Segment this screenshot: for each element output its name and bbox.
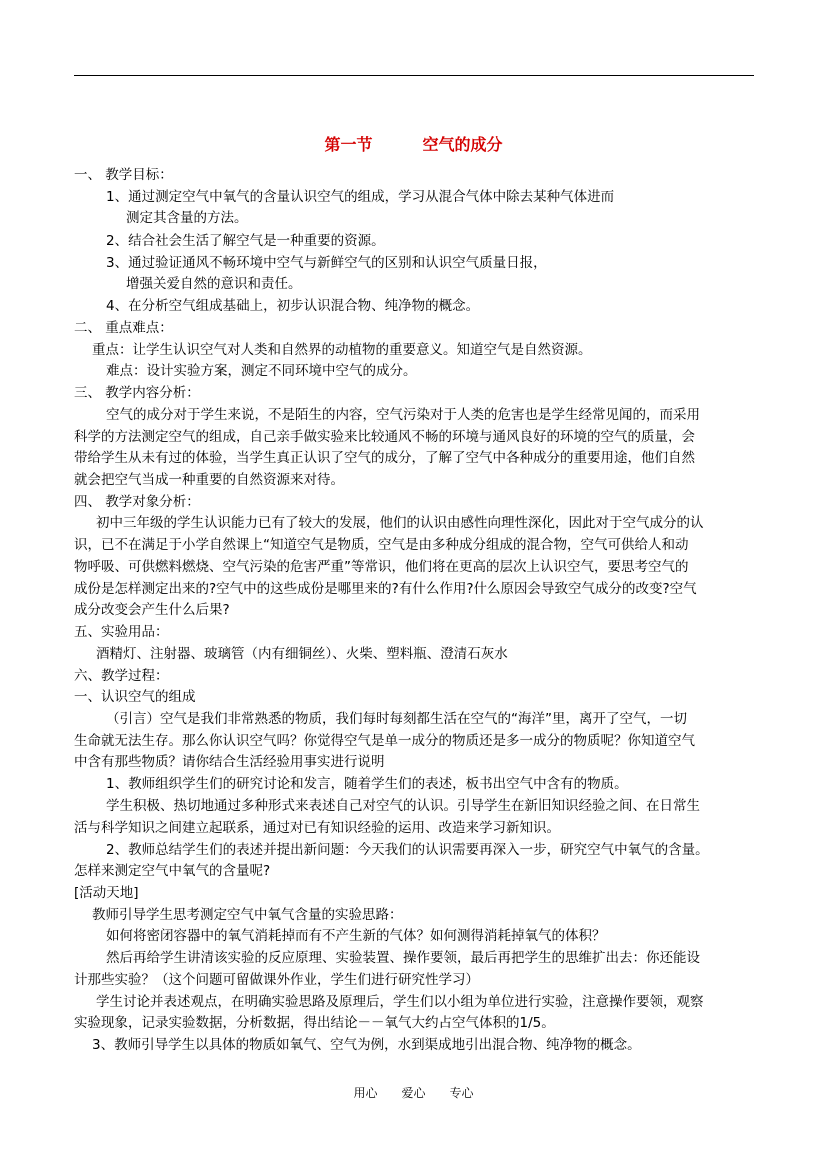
heading-content-analysis: 三、 教学内容分析： xyxy=(74,385,200,401)
objective-1: 1、通过测定空气中氧气的含量认识空气的组成，学习从混合气体中除去某种气体进而 xyxy=(106,189,615,205)
materials-list: 酒精灯、注射器、玻璃管（内有细铜丝）、火柴、塑料瓶、澄清石灰水 xyxy=(96,646,508,662)
title-section: 第一节 xyxy=(324,135,373,154)
step-2: 2、教师总结学生们的表述并提出新问题：今天我们的认识需要再深入一步，研究空气中氧气的含量。 xyxy=(106,842,709,858)
objective-3: 3、通过验证通风不畅环境中空气与新鲜空气的区别和认识空气质量日报， xyxy=(106,255,547,271)
heading-audience-analysis: 四、 教学对象分析： xyxy=(74,494,200,510)
step-2-cont: 怎样来测定空气中氧气的含量呢? xyxy=(74,863,271,879)
heading-materials: 五、实验用品： xyxy=(74,624,169,640)
audience-analysis-p4: 成份是怎样测定出来的?空气中的这些成份是哪里来的?有什么作用?什么原因会导致空气成分的改变?空气 xyxy=(74,581,697,597)
activity-heading: [活动天地] xyxy=(74,885,139,901)
objective-4: 4、在分析空气组成基础上，初步认识混合物、纯净物的概念。 xyxy=(106,298,480,314)
title-name: 空气的成分 xyxy=(422,135,503,154)
content-analysis-p3: 带给学生从未有过的体验，当学生真正认识了空气的成分，了解了空气中各种成分的重要用途，他们自然 xyxy=(74,450,695,466)
footer-item: 专心 xyxy=(449,1086,474,1100)
page-title xyxy=(0,134,827,156)
page-footer xyxy=(0,1085,827,1101)
objective-3-cont: 增强关爱自然的意识和责任。 xyxy=(126,276,302,292)
step-1-students-p1: 学生积极、热切地通过多种形式来表述自己对空气的认识。引导学生在新旧知识经验之间、在日常生 xyxy=(106,798,700,814)
activity-question: 如何将密闭容器中的氧气消耗掉而有不产生新的气体？如何测得消耗掉氧气的体积？ xyxy=(106,928,606,944)
content-analysis-p4: 就会把空气当成一种重要的自然资源来对待。 xyxy=(74,472,344,488)
audience-analysis-p5: 成分改变会产生什么后果? xyxy=(74,602,230,618)
footer-item: 用心 xyxy=(353,1086,378,1100)
header-rule xyxy=(74,75,754,76)
heading-objectives: 一、 教学目标： xyxy=(74,167,173,183)
activity-guide: 教师引导学生思考测定空气中氧气含量的实验思路： xyxy=(92,907,403,923)
activity-explain-p1: 然后再给学生讲清该实验的反应原理、实验装置、操作要领，最后再把学生的思维扩出去：你还能设 xyxy=(106,950,700,966)
content-analysis-p2: 科学的方法测定空气的组成，自己亲手做实验来比较通风不畅的环境与通风良好的环境的空气的质量，会 xyxy=(74,429,695,445)
intro-p2: 生命就无法生存。那么你认识空气吗？你觉得空气是单一成分的物质还是多一成分的物质呢？你知道空气 xyxy=(74,733,695,749)
step-3: 3、教师引导学生以具体的物质如氧气、空气为例，水到渠成地引出混合物、纯净物的概念。 xyxy=(92,1037,641,1053)
intro-p3: 中含有那些物质？请你结合生活经验用事实进行说明 xyxy=(74,754,385,770)
audience-analysis-p1: 初中三年级的学生认识能力已有了较大的发展，他们的认识由感性向理性深化，因此对于空气成分的认 xyxy=(96,515,704,531)
heading-teaching-process: 六、教学过程： xyxy=(74,668,169,684)
activity-students-p2: 实验现象，记录实验数据，分析数据，得出结论－－氧气大约占空气体积的1/5。 xyxy=(74,1015,555,1031)
audience-analysis-p2: 识，已不在满足于小学自然课上“知道空气是物质，空气是由多种成分组成的混合物，空气可供给人和动 xyxy=(74,537,689,553)
subheading-air-composition: 一、认识空气的组成 xyxy=(74,689,196,705)
footer-item: 爱心 xyxy=(401,1086,426,1100)
step-1: 1、教师组织学生们的研究讨论和发言，随着学生们的表述，板书出空气中含有的物质。 xyxy=(106,776,628,792)
intro-p1: （引言）空气是我们非常熟悉的物质，我们每时每刻都生活在空气的“海洋”里，离开了空气，一切 xyxy=(106,711,687,727)
key-point: 重点：让学生认识空气对人类和自然界的动植物的重要意义。知道空气是自然资源。 xyxy=(92,342,592,358)
activity-explain-p2: 计那些实验？（这个问题可留做课外作业，学生们进行研究性学习） xyxy=(74,972,479,988)
difficult-point: 难点：设计实验方案，测定不同环境中空气的成分。 xyxy=(106,363,417,379)
activity-students-p1: 学生讨论并表述观点，在明确实验思路及原理后，学生们以小组为单位进行实验，注意操作要领，观察 xyxy=(96,994,704,1010)
heading-key-points: 二、 重点难点： xyxy=(74,320,173,336)
objective-2: 2、结合社会生活了解空气是一种重要的资源。 xyxy=(106,233,385,249)
audience-analysis-p3: 物呼吸、可供燃料燃烧、空气污染的危害严重”等常识，他们将在更高的层次上认识空气，要思考空气的 xyxy=(74,559,689,575)
objective-1-cont: 测定其含量的方法。 xyxy=(126,210,248,226)
step-1-students-p2: 活与科学知识之间建立起联系，通过对已有知识经验的运用、改造来学习新知识。 xyxy=(74,820,560,836)
content-analysis-p1: 空气的成分对于学生来说，不是陌生的内容，空气污染对于人类的危害也是学生经常见闻的，而采用 xyxy=(106,407,700,423)
